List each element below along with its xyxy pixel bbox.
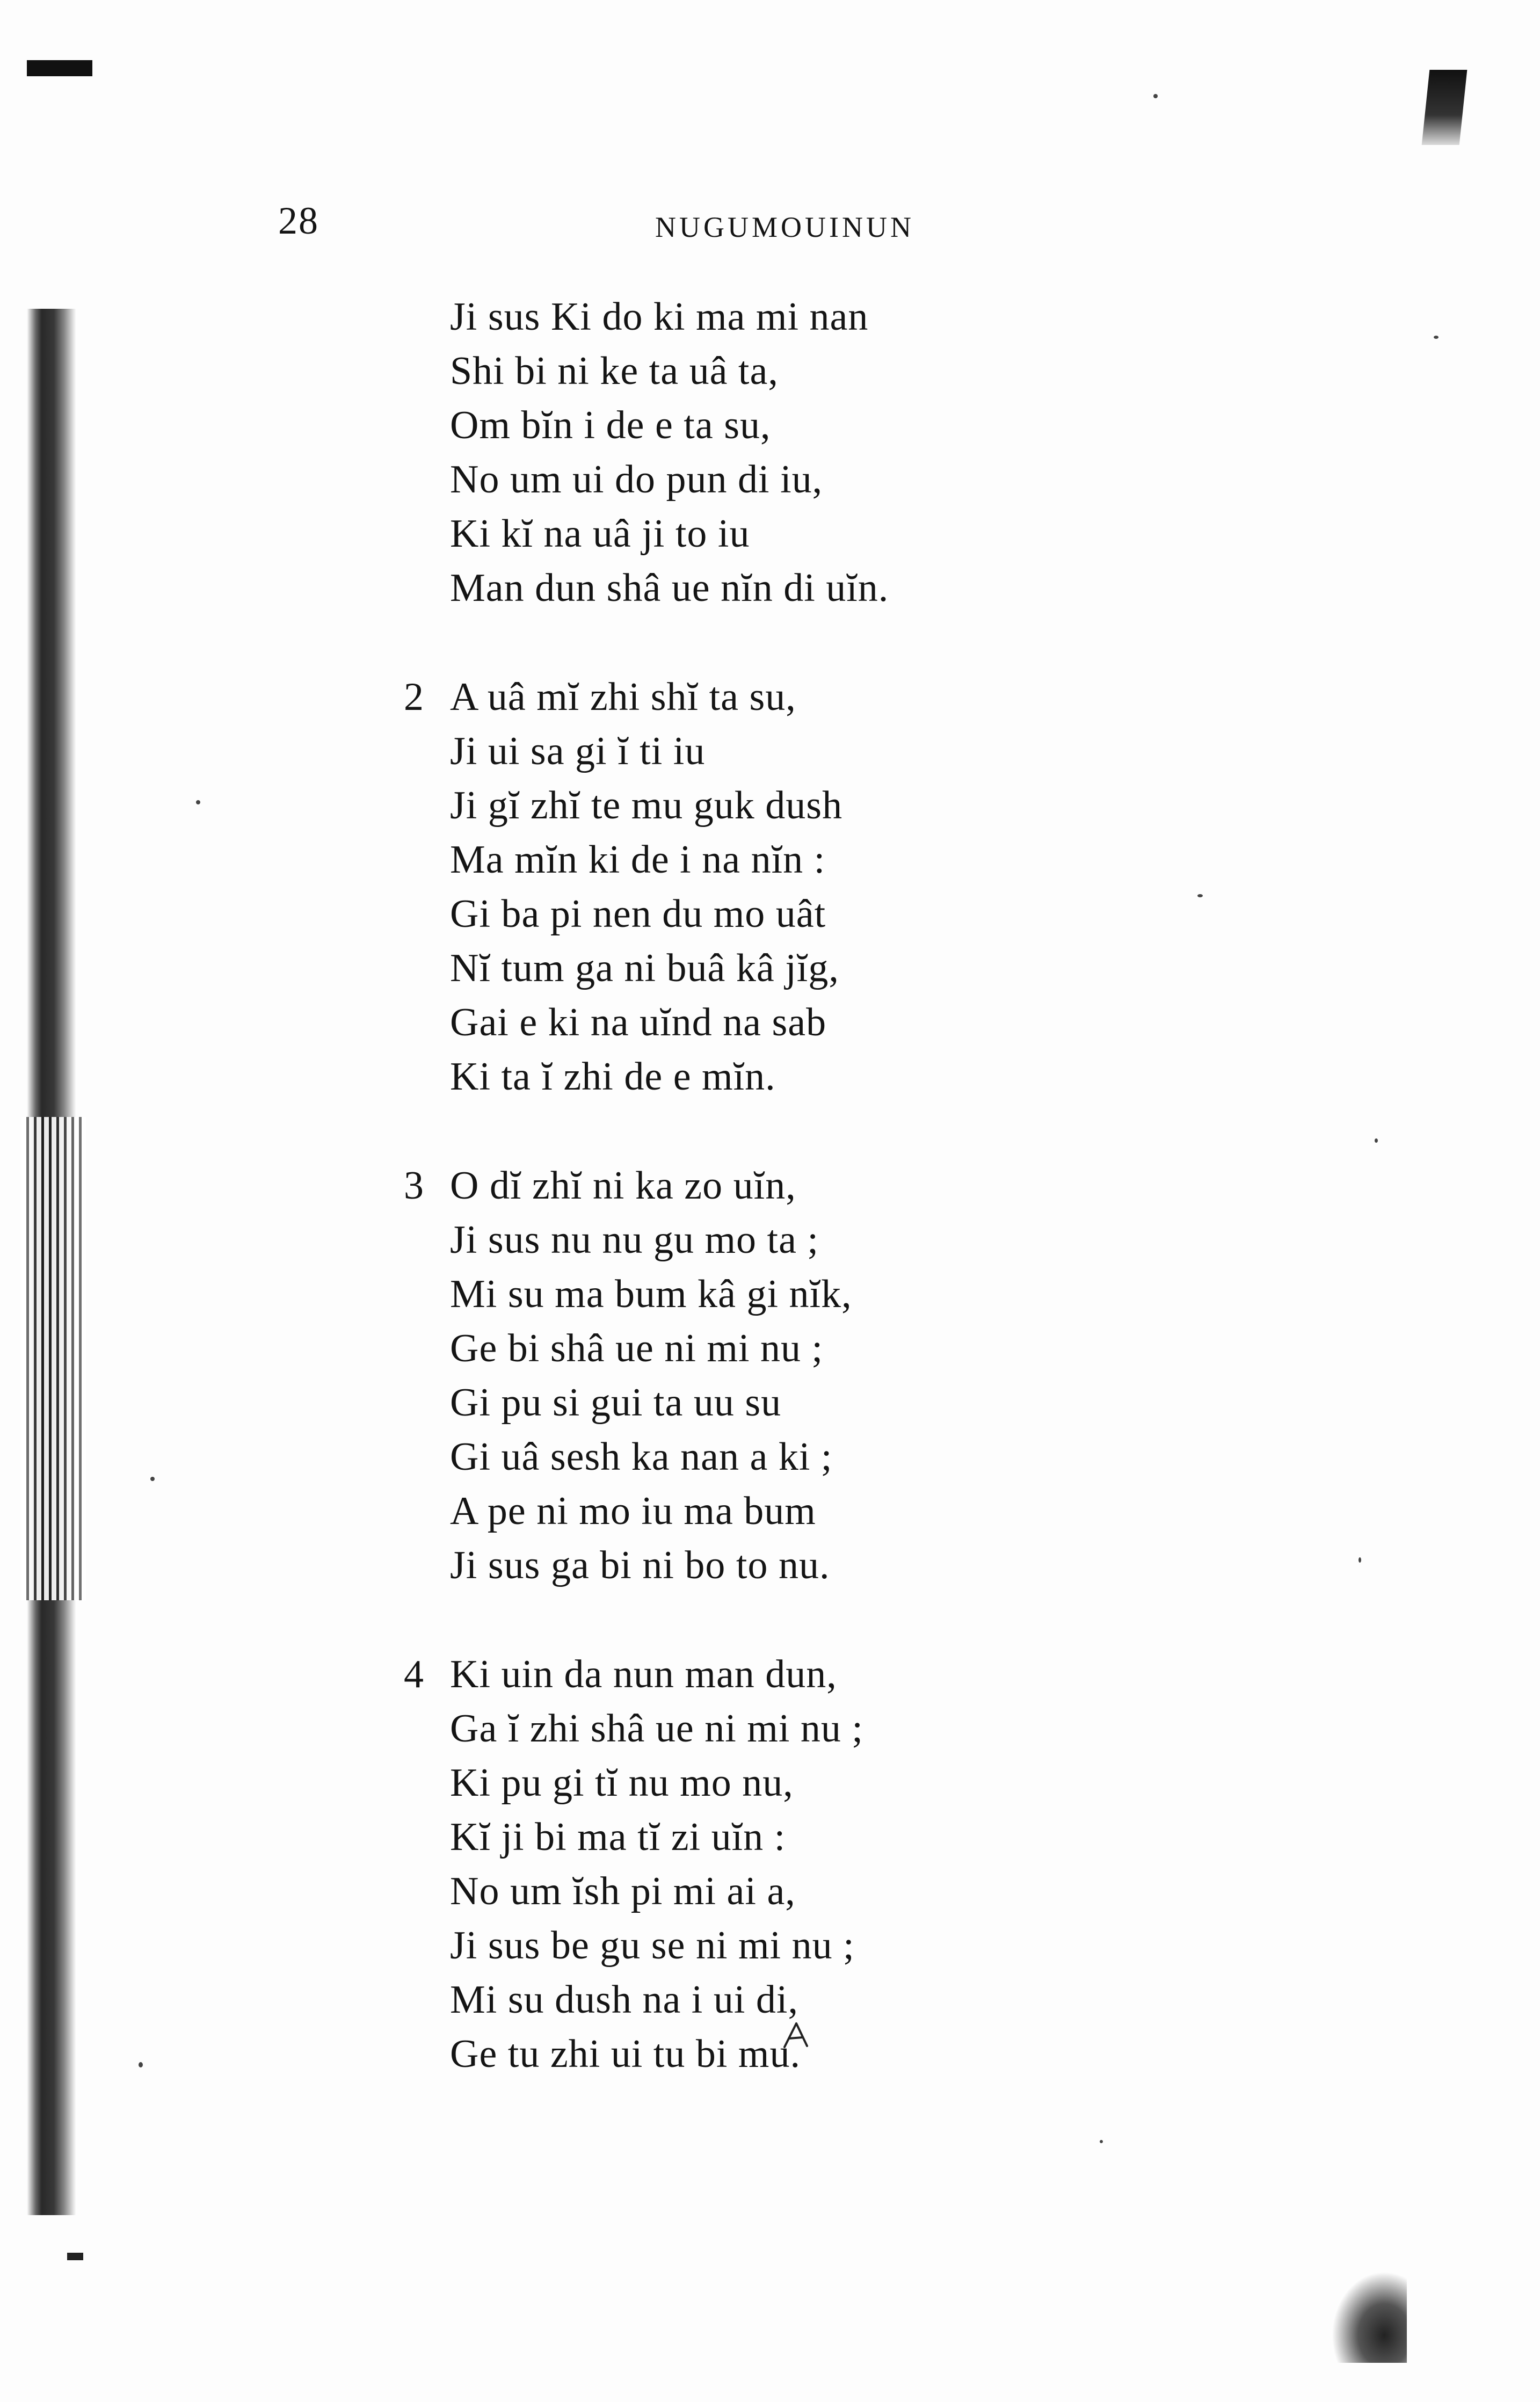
verse-line: Ge bi shâ ue ni mi nu ;: [450, 1326, 824, 1370]
verse-line: Ki uin da nun man dun,: [450, 1652, 837, 1696]
verse-line: A pe ni mo iu ma bum: [450, 1489, 816, 1533]
verse-line: Ki kĭ na uâ ji to iu: [450, 512, 750, 556]
stanza-number: 4: [404, 1652, 424, 1696]
verse-line: Shi bi ni ke ta uâ ta,: [450, 349, 779, 393]
scan-artifact-top-right: [1422, 70, 1468, 145]
stanza-number: 2: [404, 675, 424, 719]
scan-artifact-bottom-left: [67, 2253, 83, 2260]
verse-line: Ga ĭ zhi shâ ue ni mi nu ;: [450, 1707, 863, 1751]
verse-line: Ji sus be gu se ni mi nu ;: [450, 1924, 855, 1968]
verse-line: Om bĭn i de e ta su,: [450, 403, 771, 447]
verse-line: Ma mĭn ki de i na nĭn :: [450, 838, 826, 882]
verse-line: Ki pu gi tĭ nu mo nu,: [450, 1761, 794, 1805]
hymn-verses: [0, 290, 1540, 2136]
verse-line: A uâ mĭ zhi shĭ ta su,: [450, 675, 796, 719]
verse-line: Gai e ki na uĭnd na sab: [450, 1000, 827, 1044]
stanza-3: [0, 1159, 1540, 1593]
verse-line: Nĭ tum ga ni buâ kâ jĭg,: [450, 946, 839, 990]
verse-line: Ji gĭ zhĭ te mu guk dush: [450, 783, 843, 828]
stanza-4: [0, 1648, 1540, 2081]
verse-line: Kĭ ji bi ma tĭ zi uĭn :: [450, 1815, 786, 1859]
verse-line: Ji sus Ki do ki ma mi nan: [450, 295, 869, 339]
speck: [1100, 2140, 1103, 2143]
verse-line: Gi uâ sesh ka nan a ki ;: [450, 1435, 833, 1479]
verse-line: Ji ui sa gi ĭ ti iu: [450, 729, 706, 773]
scan-artifact-bottom-right: [1332, 2272, 1407, 2363]
stanza-1: [0, 290, 1540, 615]
scan-artifact-top-left: [27, 60, 92, 76]
speck: [1153, 94, 1158, 98]
verse-line: Man dun shâ ue nĭn di uĭn.: [450, 566, 889, 610]
verse-line: Ji sus nu nu gu mo ta ;: [450, 1218, 819, 1262]
page-number: 28: [278, 199, 319, 242]
verse-line: Gi pu si gui ta uu su: [450, 1381, 782, 1425]
stanza-2: [0, 670, 1540, 1104]
verse-line: Ge tu zhi ui tu bi mu.: [450, 2032, 801, 2076]
verse-line: Ki ta ĭ zhi de e mĭn.: [450, 1055, 776, 1099]
handwritten-mark-icon: [781, 2019, 813, 2051]
verse-line: No um ui do pun di iu,: [450, 458, 823, 502]
verse-line: Mi su ma bum kâ gi nĭk,: [450, 1272, 852, 1316]
verse-line: Mi su dush na i ui di,: [450, 1978, 798, 2022]
verse-line: No um ĭsh pi mi ai a,: [450, 1869, 796, 1913]
verse-line: Ji sus ga bi ni bo to nu.: [450, 1543, 830, 1587]
verse-line: O dĭ zhĭ ni ka zo uĭn,: [450, 1164, 796, 1208]
stanza-number: 3: [404, 1164, 424, 1208]
verse-line: Gi ba pi nen du mo uât: [450, 892, 826, 936]
running-head: NUGUMOUINUN: [655, 211, 914, 243]
